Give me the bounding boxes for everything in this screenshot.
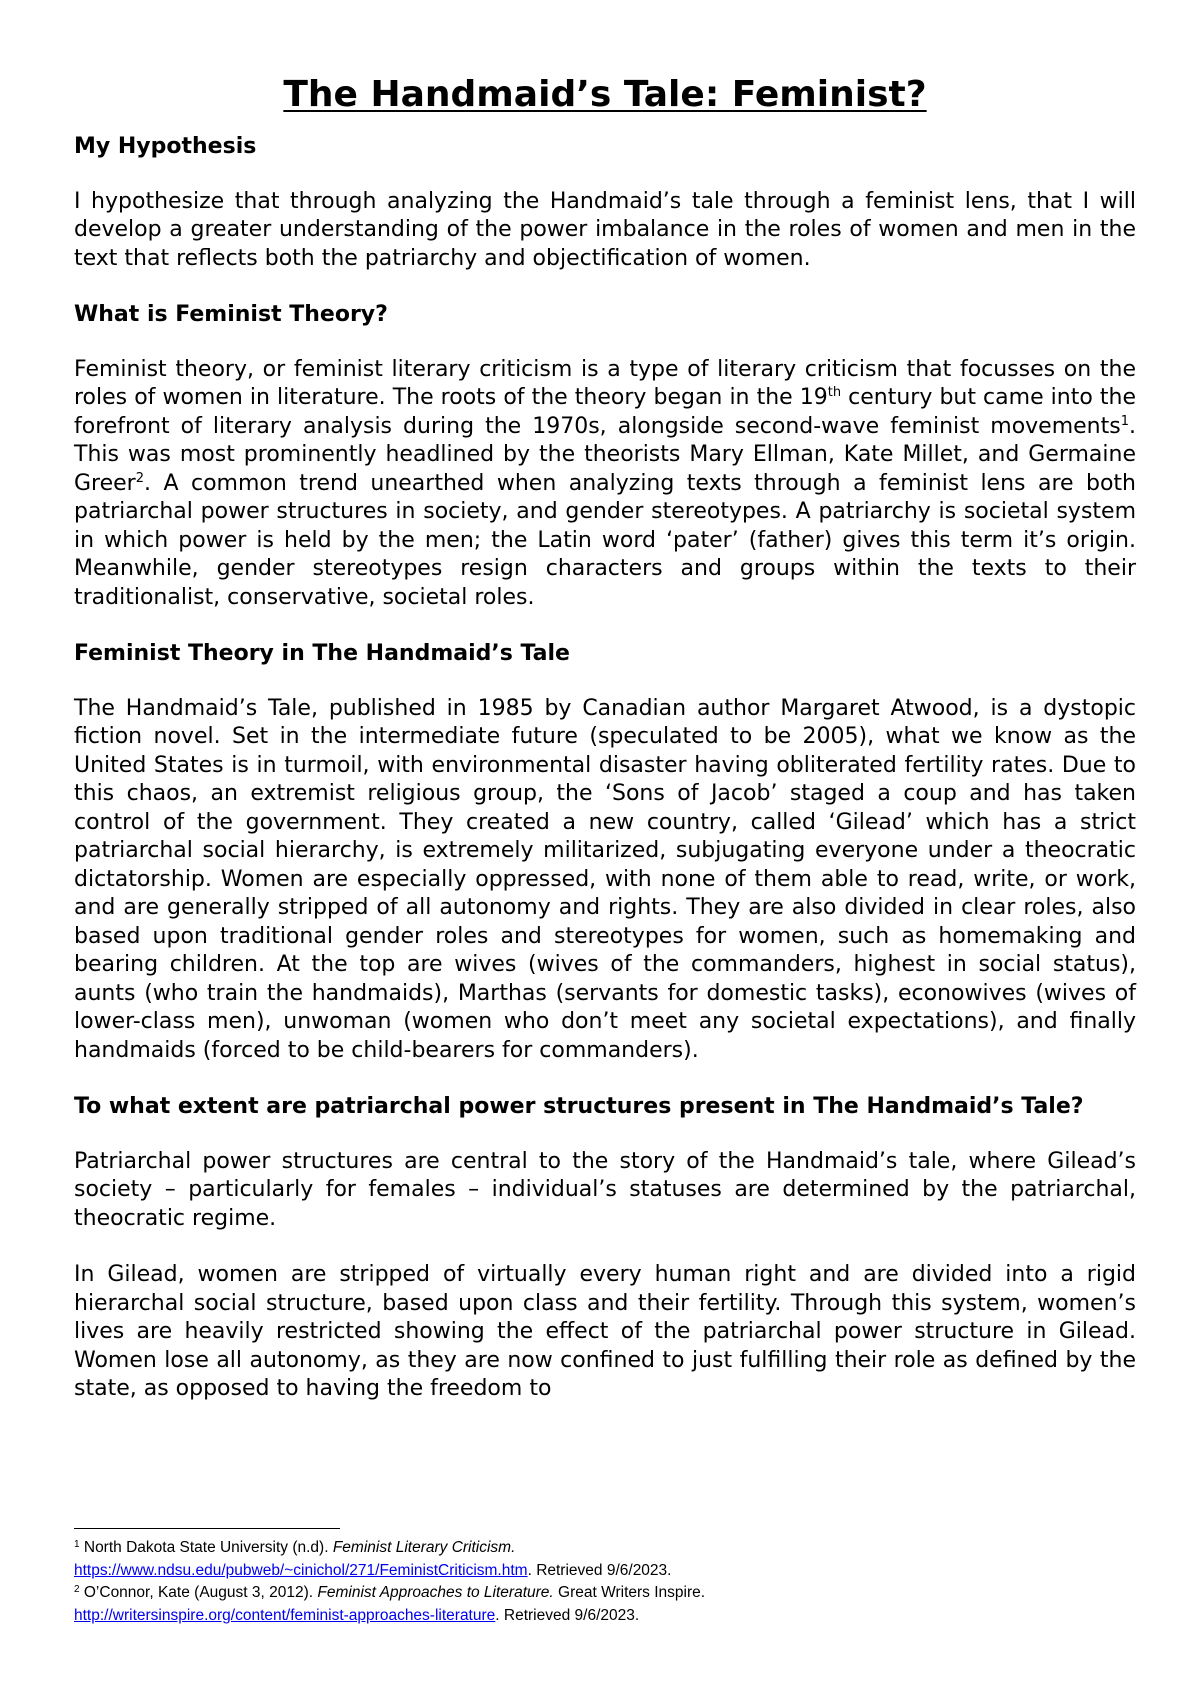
paragraph: I hypothesize that through analyzing the Handmaid’s tale through a feminist lens, that I will develop a greater understanding of the power imbalance in the roles of women and men in the text that reflects both the patriarchy and objectification of women. [74,188,1136,271]
paragraph [74,356,1136,613]
ordinal-superscript: th [827,385,842,400]
paragraph: Patriarchal power structures are central to the story of the Handmaid’s tale, where Gilead’s society – particularly for females – individual’s statuses are determined by the patriarchal, theocratic regime. [74,1148,1136,1231]
section-heading: To what extent are patriarchal power structures present in The Handmaid’s Tale? [74,1094,1084,1119]
footnote-author: North Dakota State University (n.d). [79,1539,333,1556]
footnote-1 [74,1537,1136,1582]
footnote-retrieved: . Retrieved 9/6/2023. [527,1561,672,1579]
section-hypothesis [74,133,1136,273]
section-feminist-theory [74,301,1136,612]
footnote-marker: 2 [74,1584,80,1595]
footnote-link[interactable]: http://writersinspire.org/content/feminist-approaches-literature [74,1606,496,1624]
footnote-2 [74,1582,1136,1627]
footnotes [74,1528,1136,1627]
footnote-work-title: Feminist Approaches to Literature. [317,1584,554,1601]
footnote-work-title: Feminist Literary Criticism. [332,1539,516,1556]
document-page [74,72,1136,1432]
paragraph-text: Feminist theory, or feminist literary criticism is a type of literary criticism that focusses on the roles of women in literature. The roots of the theory began in the 19 [74,356,1136,410]
footnote-publisher: Great Writers Inspire. [553,1584,706,1601]
section-patriarchal-structures [74,1093,1136,1404]
section-heading: Feminist Theory in The Handmaid’s Tale [74,641,570,666]
paragraph: In Gilead, women are stripped of virtually every human right and are divided into a rigid hierarchal social structure, based upon class and their fertility. Through this system, women’s lives are heavily restricted showing the effect of the patriarchal power structure in Gilead. Women lose all autonomy, as they are now confined to just fulfilling their role as defined by the state, as opposed to having the freedom to [74,1262,1136,1401]
footnote-reference-1[interactable]: 1 [1120,413,1129,429]
paragraph-text: century but came into the forefront of literary analysis during the 1970s, alongside second-wave feminist movements [74,385,1136,439]
paragraph-text: . A common trend unearthed when analyzing texts through a feminist lens are both patriarchal power structures in society, and gender stereotypes. A patriarchy is societal system in which power is held by the men; the Latin word ‘pater’ (father) gives this term it’s origin. Meanwhile, gender stereotypes resign characters and groups within the texts to their traditionalist, conservative, societal roles. [74,470,1136,610]
paragraph: The Handmaid’s Tale, published in 1985 by Canadian author Margaret Atwood, is a dystopic fiction novel. Set in the intermediate future (speculated to be 2005), what we know as the United States is in turmoil, with environmental disaster having obliterated fertility rates. Due to this chaos, an extremist religious group, the ‘Sons of Jacob’ staged a coup and has taken control of the government. They created a new country, called ‘Gilead’ which has a strict patriarchal social hierarchy, is extremely militarized, subjugating everyone under a theocratic dictatorship. Women are especially oppressed, with none of them able to read, write, or work, and are generally stripped of all autonomy and rights. They are also divided in clear roles, also based upon traditional gender roles and stereotypes for women, such as homemaking and bearing children. At the top are wives (wives of the commanders, highest in social status), aunts (who train the handmaids), Marthas (servants for domestic tasks), econowives (wives of lower-class men), unwoman (women who don’t meet any societal expectations), and finally handmaids (forced to be child-bearers for commanders). [74,695,1136,1063]
footnote-author: O’Connor, Kate (August 3, 2012). [79,1584,318,1601]
section-heading: What is Feminist Theory? [74,302,388,327]
footnote-link[interactable]: https://www.ndsu.edu/pubweb/~cinichol/271/FeministCriticism.htm [74,1561,528,1579]
footnote-reference-2[interactable]: 2 [135,470,145,486]
section-heading: My Hypothesis [74,134,257,159]
footnote-retrieved: . Retrieved 9/6/2023. [495,1606,640,1624]
section-handmaids-tale [74,640,1136,1065]
document-title: The Handmaid’s Tale: Feminist? [283,74,927,115]
paragraph-text: . This was most prominently headlined by the theorists Mary Ellman, Kate Millet, and Germaine Greer [74,413,1136,496]
footnote-separator [74,1528,340,1529]
footnote-marker: 1 [74,1539,80,1550]
